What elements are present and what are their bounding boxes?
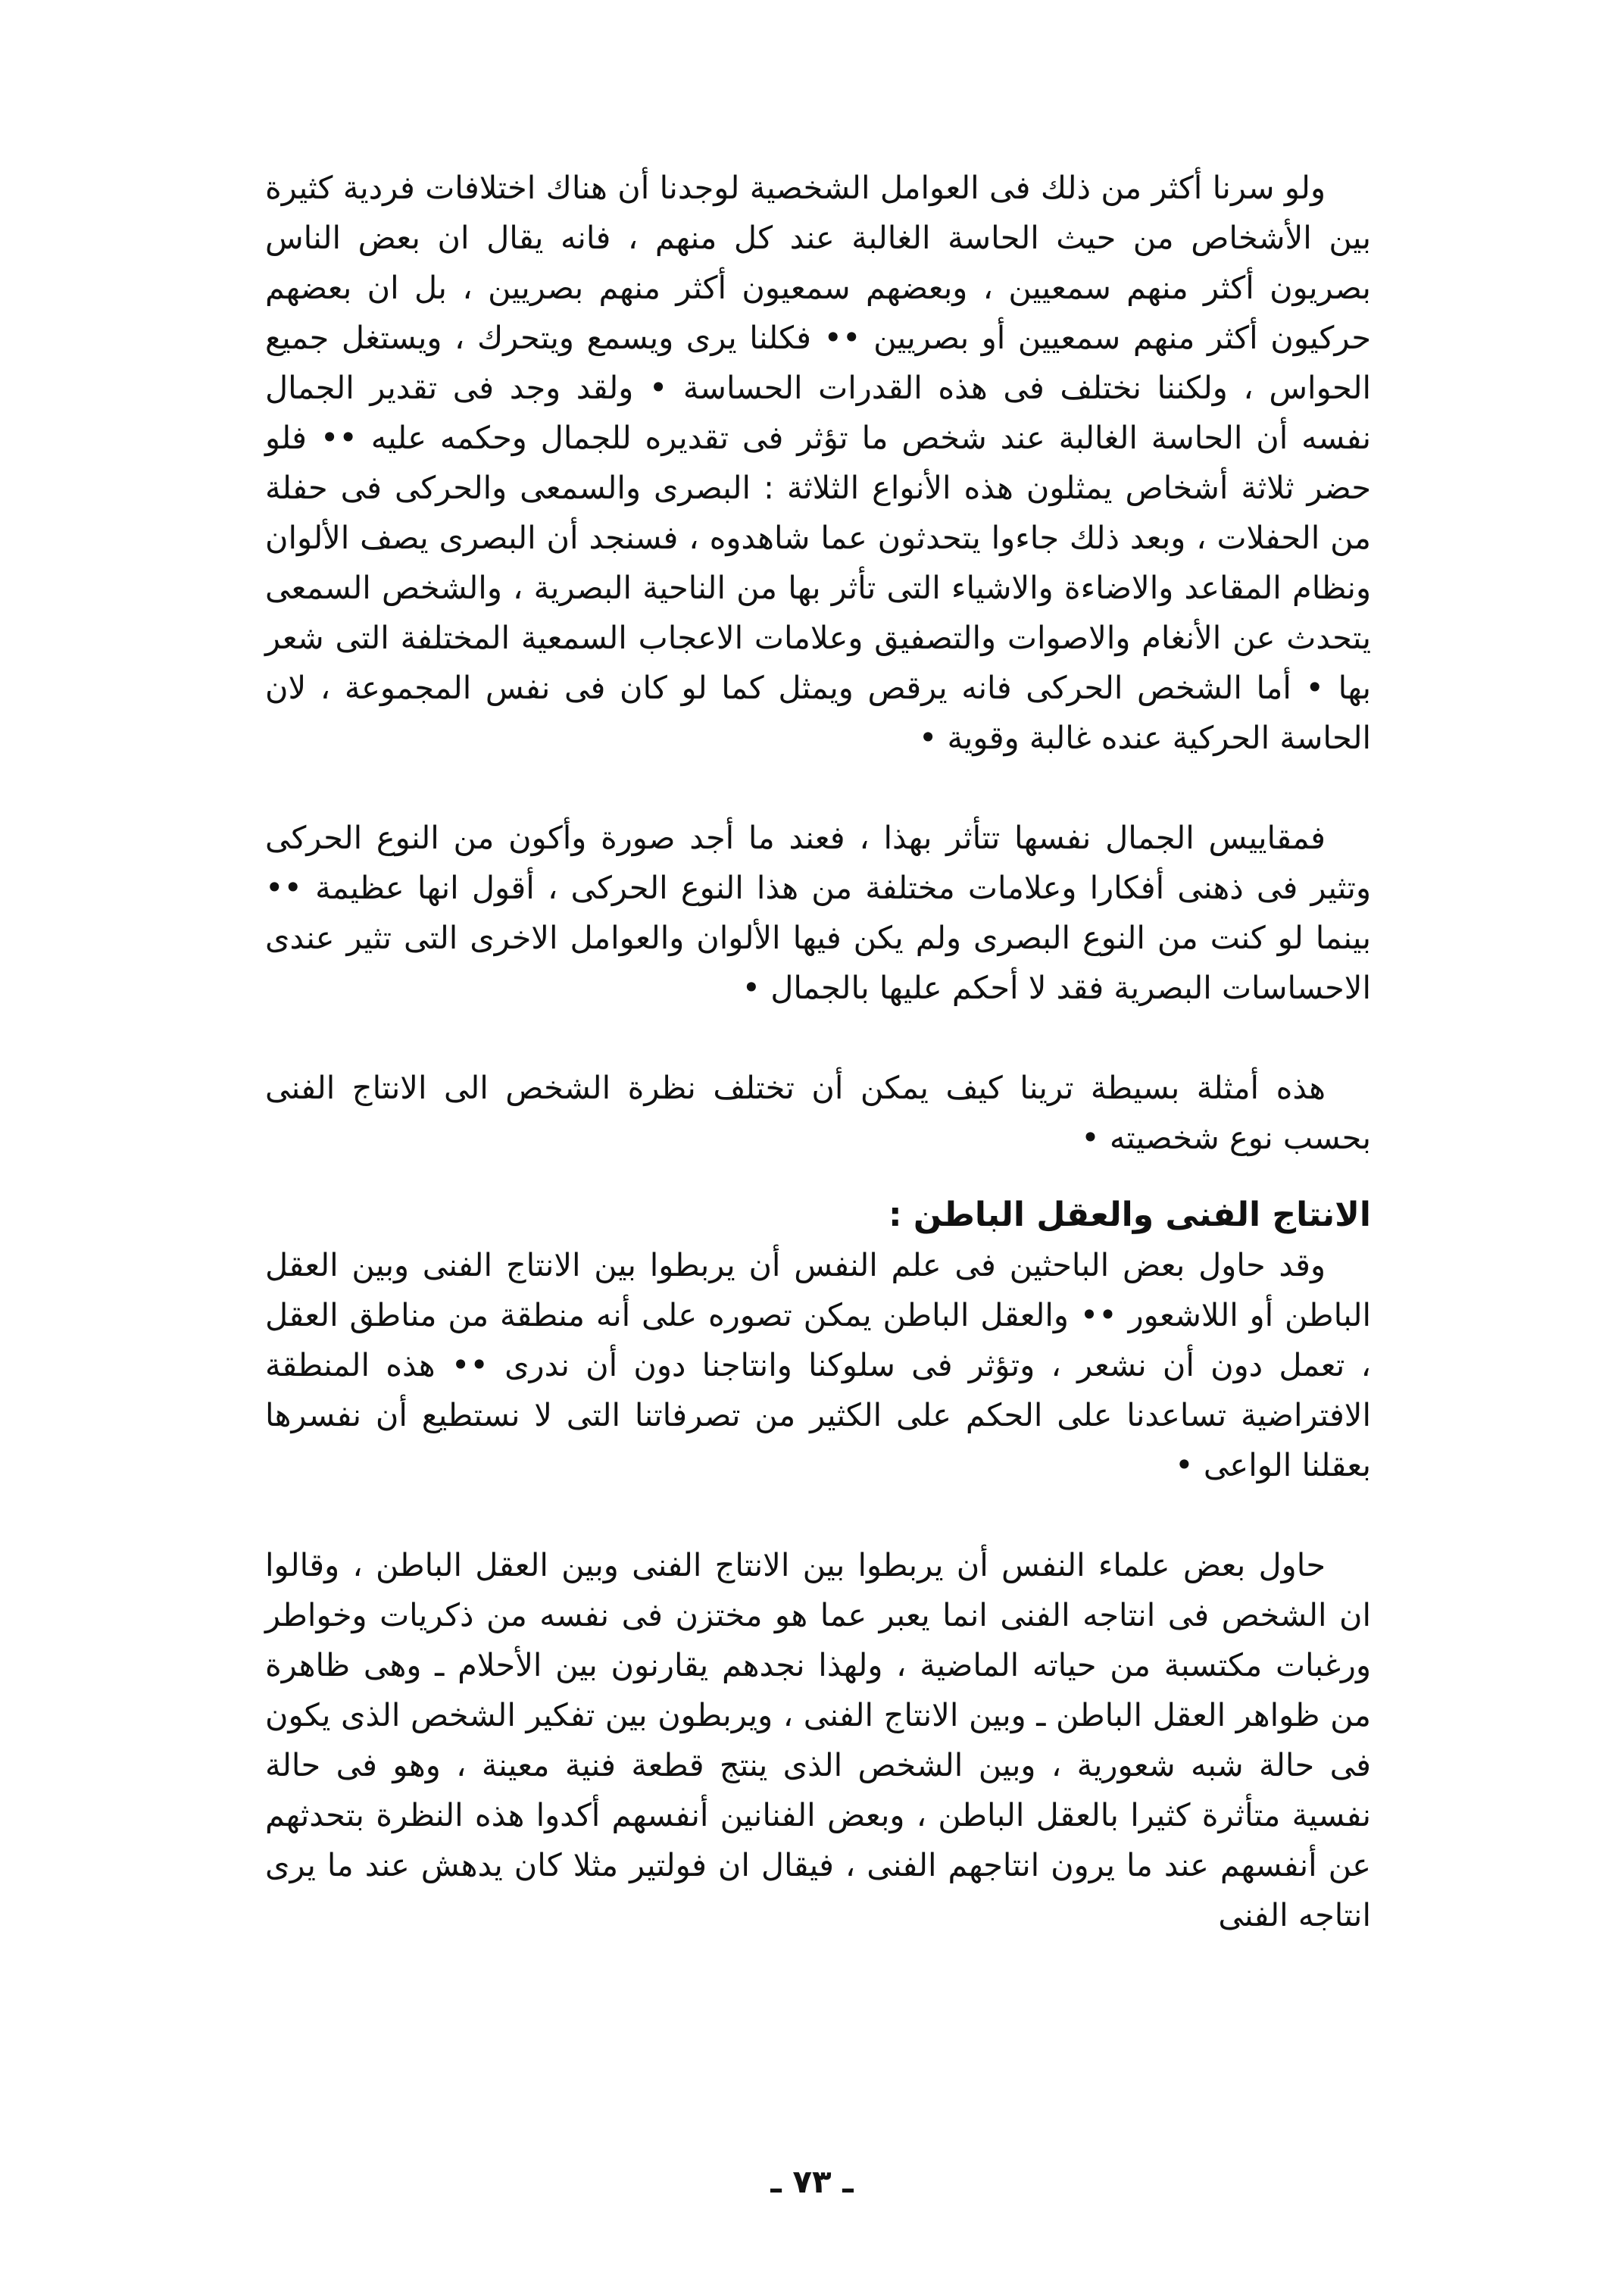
page-number: ـ ٧٣ ـ (770, 2163, 854, 2200)
paragraph-psychologists-link: حاول بعض علماء النفس أن يربطوا بين الانتاج الفنى وبين العقل الباطن ، وقالوا ان الشخص فى انتاجه الفنى انما يعبر عما هو مختزن فى نفسه من ذكريات وخواطر ورغبات مكتسبة من حياته الماضية ، ولهذا نجدهم يقارنون بين الأحلام ـ وهى ظاهرة من ظواهر العقل الباطن ـ وبين الانتاج الفنى ، ويربطون بين تفكير الشخص الذى يكون فى حالة شبه شعورية ، وبين الشخص الذى ينتج قطعة فنية معينة ، وهو فى حالة نفسية متأثرة كثيرا بالعقل الباطن ، وبعض الفنانين أنفسهم أكدوا هذه النظرة بتحدثهم عن أنفسهم عند ما يرون انتاجهم الفنى ، فيقال ان فولتير مثلا كان يدهش عند ما يرى انتاجه الفنى (265, 1546, 1371, 1933)
paragraph-subconscious-intro: وقد حاول بعض الباحثين فى علم النفس أن يربطوا بين الانتاج الفنى وبين العقل الباطن أو اللاشعور •• والعقل الباطن يمكن تصوره على أنه منطقة من مناطق العقل ، تعمل دون أن نشعر ، وتؤثر فى سلوكنا وانتاجنا دون أن ندرى •• هذه المنطقة الافتراضية تساعدنا على الحكم على الكثير من تصرفاتنا التى لا نستطيع أن نفسرها بعقلنا الواعى • (265, 1246, 1371, 1483)
page-text-block (265, 163, 1371, 1940)
paragraph-simple-examples: هذه أمثلة بسيطة ترينا كيف يمكن أن تختلف نظرة الشخص الى الانتاج الفنى بحسب نوع شخصيته • (265, 1069, 1371, 1156)
paragraph-beauty-measures: فمقاييس الجمال نفسها تتأثر بهذا ، فعند ما أجد صورة وأكون من النوع الحركى وتثير فى ذهنى أفكارا وعلامات مختلفة من هذا النوع الحركى ، أقول انها عظيمة •• بينما لو كنت من النوع البصرى ولم يكن فيها الألوان والعوامل الاخرى التى تثير عندى الاحساسات البصرية فقد لا أحكم عليها بالجمال • (265, 819, 1371, 1006)
section-heading: الانتاج الفنى والعقل الباطن : (888, 1196, 1371, 1234)
paragraph-personal-factors: ولو سرنا أكثر من ذلك فى العوامل الشخصية لوجدنا أن هناك اختلافات فردية كثيرة بين الأشخاص من حيث الحاسة الغالبة عند كل منهم ، فانه يقال ان بعض الناس بصريون أكثر منهم سمعيين ، وبعضهم سمعيون أكثر منهم بصريين ، بل ان بعضهم حركيون أكثر منهم سمعيين أو بصريين •• فكلنا يرى ويسمع ويتحرك ، ويستغل جميع الحواس ، ولكننا نختلف فى هذه القدرات الحساسة • ولقد وجد فى تقدير الجمال نفسه أن الحاسة الغالبة عند شخص ما تؤثر فى تقديره للجمال وحكمه عليه •• فلو حضر ثلاثة أشخاص يمثلون هذه الأنواع الثلاثة : البصرى والسمعى والحركى فى حفلة من الحفلات ، وبعد ذلك جاءوا يتحدثون عما شاهدوه ، فسنجد أن البصرى يصف الألوان ونظام المقاعد والاضاءة والاشياء التى تأثر بها من الناحية البصرية ، والشخص السمعى يتحدث عن الأنغام والاصوات والتصفيق وعلامات الاعجاب السمعية المختلفة التى شعر بها • أما الشخص الحركى فانه يرقص ويمثل كما لو كان فى نفس المجموعة ، لان الحاسة الحركية عنده غالبة وقوية • (265, 169, 1371, 756)
